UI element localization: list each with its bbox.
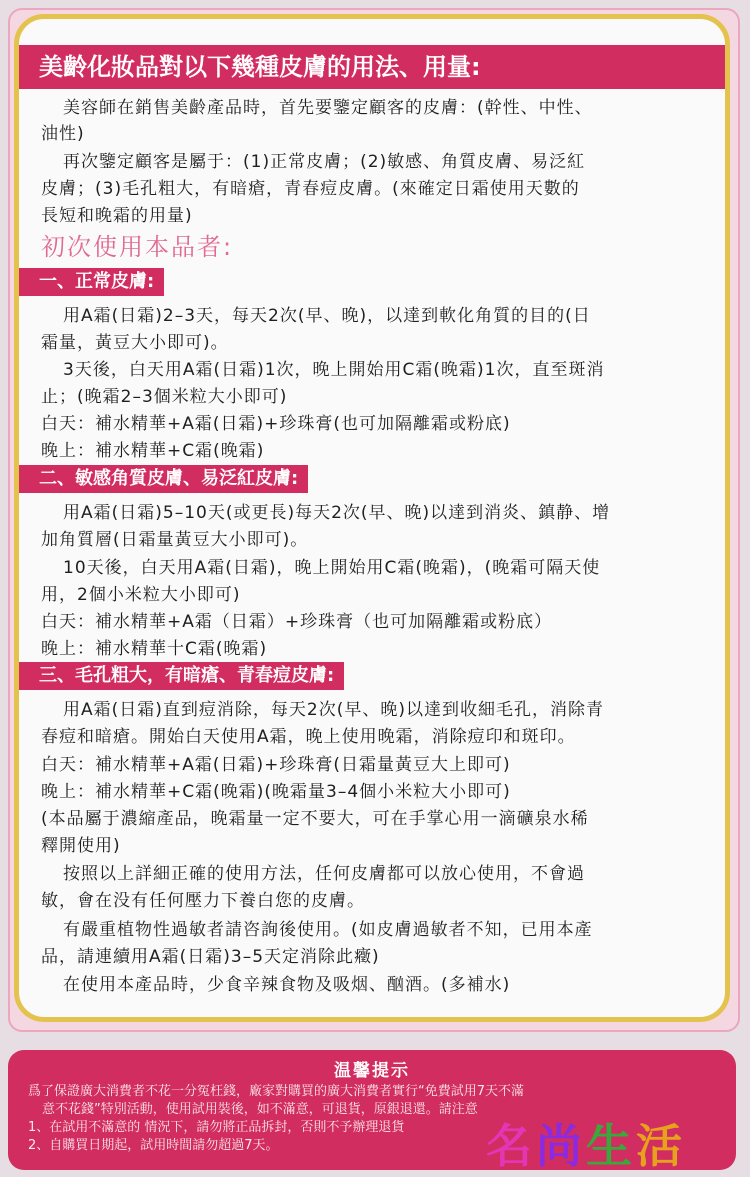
section-line: 晚上：補水精華十C霜(晚霜) <box>41 639 268 659</box>
section-line: 10天後，白天用A霜(日霜)，晚上開始用C霜(晚霜)，(晚霜可隔天使 <box>63 558 601 578</box>
section-line: 白天：補水精華+A霜（日霜）+珍珠膏（也可加隔離霜或粉底） <box>41 612 553 632</box>
section-heading-normal-skin: 一、正常皮膚: <box>19 268 164 296</box>
intro-line: 皮膚；(3)毛孔粗大，有暗瘡，青春痘皮膚。(來確定日霜使用天數的 <box>41 179 580 199</box>
section-line: 春痘和暗瘡。開始白天使用A霜，晚上使用晚霜，消除痘印和斑印。 <box>41 727 576 747</box>
watermark-glyph: 活 <box>636 1119 686 1173</box>
section-line: 品，請連續用A霜(日霜)3–5天定消除此癥) <box>41 947 380 967</box>
intro-line: 油性) <box>41 124 85 144</box>
section-line: 止；(晚霜2–3個米粒大小即可) <box>41 387 288 407</box>
section-line: 按照以上詳細正確的使用方法，任何皮膚都可以放心使用，不會過 <box>63 864 585 884</box>
section-line: 加角質層(日霜量黃豆大小即可)。 <box>41 530 309 550</box>
section-line: 釋開使用) <box>41 836 121 856</box>
watermark-logo <box>486 1110 686 1176</box>
watermark-glyph: 生 <box>586 1119 636 1173</box>
section-line: 白天：補水精華+A霜(日霜)+珍珠膏(日霜量黃豆大上即可) <box>41 755 511 775</box>
section-line: 用，2個小米粒大小即可) <box>41 585 241 605</box>
notice-line: 意不花錢”特別活動，使用試用裝後，如不滿意，可退貨，原銀退還。請注意 <box>42 1102 478 1117</box>
subtitle: 初次使用本品者: <box>41 233 234 261</box>
intro-line: 美容師在銷售美齡產品時，首先要鑒定顧客的皮膚：(幹性、中性、 <box>63 98 593 118</box>
notice-line: 爲了保證廣大消費者不花一分冤枉錢，廠家對購買的廣大消費者實行“免費試用7天不滿 <box>28 1084 525 1099</box>
section-line: 晚上：補水精華+C霜(晚霜)(晚霜量3–4個小米粒大小即可) <box>41 782 511 802</box>
section-line: 霜量，黃豆大小即可)。 <box>41 333 229 353</box>
section-heading-acne-skin: 三、毛孔粗大，有暗瘡、青春痘皮膚: <box>19 662 344 690</box>
notice-title: 温馨提示 <box>334 1061 410 1081</box>
intro-line: 再次鑒定顧客是屬于：(1)正常皮膚；(2)敏感、角質皮膚、易泛紅 <box>63 152 586 172</box>
notice-line: 1、在試用不滿意的 情況下，請勿將正品拆封，否則不予辦理退貨 <box>28 1120 405 1135</box>
section-line: 晚上：補水精華+C霜(晚霜) <box>41 441 265 461</box>
watermark-glyph: 名 <box>486 1119 536 1173</box>
section-line: 敏，會在没有任何壓力下養白您的皮膚。 <box>41 891 365 911</box>
section-line: 用A霜(日霜)直到痘消除，每天2次(早、晚)以達到收細毛孔，消除青 <box>63 700 604 720</box>
section-line: 在使用本產品時，少食辛辣食物及吸烟、酗酒。(多補水) <box>63 975 511 995</box>
section-line: 用A霜(日霜)2–3天，每天2次(早、晚)，以達到軟化角質的目的(日 <box>63 306 591 326</box>
section-line: 有嚴重植物性過敏者請咨詢後使用。(如皮膚過敏者不知，已用本產 <box>63 920 593 940</box>
section-line: (本品屬于濃縮產品，晚霜量一定不要大，可在手掌心用一滴礦泉水稀 <box>41 809 589 829</box>
section-heading-sensitive-skin: 二、敏感角質皮膚、易泛紅皮膚: <box>19 465 308 493</box>
instruction-card <box>14 14 730 1022</box>
section-line: 3天後，白天用A霜(日霜)1次，晚上開始用C霜(晚霜)1次，直至斑消 <box>63 360 605 380</box>
watermark-glyph: 尚 <box>536 1119 586 1173</box>
section-line: 白天：補水精華+A霜(日霜)+珍珠膏(也可加隔離霜或粉底) <box>41 414 511 434</box>
intro-line: 長短和晚霜的用量) <box>41 206 193 226</box>
page-title: 美齡化妝品對以下幾種皮膚的用法、用量: <box>19 45 725 89</box>
notice-line: 2、自購買日期起，試用時間請勿超過7天。 <box>28 1138 279 1153</box>
section-line: 用A霜(日霜)5–10天(或更長)每天2次(早、晚)以達到消炎、鎮静、增 <box>63 503 611 523</box>
